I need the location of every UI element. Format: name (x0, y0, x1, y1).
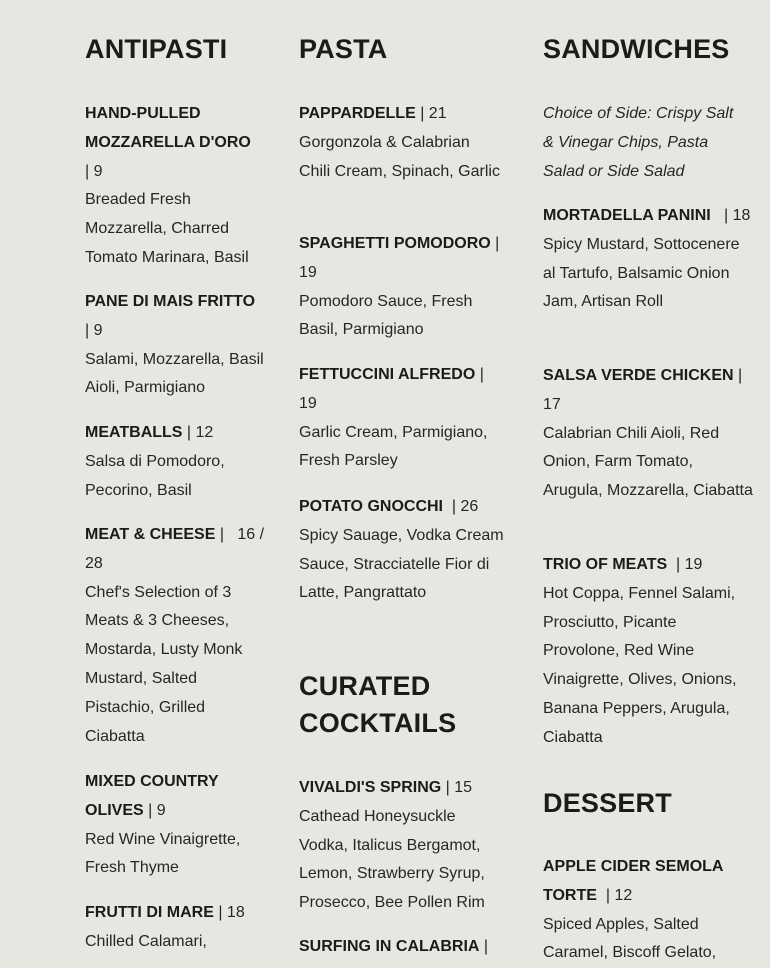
menu-item-surfing-in-calabria (299, 933, 504, 962)
side-choice-note: Choice of Side: Crispy Salt & Vinegar Chips, Pasta Salad or Side Salad (543, 105, 734, 180)
item-description: Salsa di Pomodoro, Pecorino, Basil (85, 452, 225, 499)
menu-item-potato-gnocchi (299, 493, 504, 608)
item-name: POTATO GNOCCHI (299, 498, 443, 515)
section-title-pasta: PASTA (299, 34, 388, 64)
item-price: | 17 (543, 367, 743, 413)
item-name: PANE DI MAIS FRITTO (85, 293, 256, 310)
item-price: | 15 (445, 779, 473, 796)
item-price: | (483, 938, 489, 955)
item-name: PAPPARDELLE (299, 105, 416, 122)
item-name: FRUTTI DI MARE (85, 904, 214, 921)
item-name: MIXED COUNTRY OLIVES (85, 773, 219, 819)
item-price: | 12 (601, 886, 633, 904)
item-price: | 19 (299, 235, 500, 281)
menu-item-pane-di-mais (85, 288, 265, 403)
item-name: MEAT & CHEESE (85, 526, 216, 543)
item-price: | 21 (420, 105, 447, 122)
item-price: | 19 (671, 556, 703, 573)
item-name: FETTUCCINI ALFREDO (299, 366, 476, 383)
section-title-sandwiches: SANDWICHES (543, 34, 730, 64)
item-description: Hot Coppa, Fennel Salami, Prosciutto, Picante Provolone, Red Wine Vinaigrette, Olives, Onions, Banana Peppers, Arugula, Ciabatta (543, 584, 737, 746)
section-title-antipasti: ANTIPASTI (85, 34, 228, 64)
menu-item-olives (85, 768, 265, 883)
item-description: Spicy Sauage, Vodka Cream Sauce, Stracciatelle Fior di Latte, Pangrattato (299, 526, 504, 602)
item-name: TRIO OF MEATS (543, 556, 668, 573)
item-description: Spicy Mustard, Sottocenere al Tartufo, Balsamic Onion Jam, Artisan Roll (543, 235, 740, 311)
item-name: SPAGHETTI POMODORO (299, 235, 491, 252)
item-description: Calabrian Chili Aioli, Red Onion, Farm Tomato, Arugula, Mozzarella, Ciabatta (543, 424, 753, 500)
item-description: Pomodoro Sauce, Fresh Basil, Parmigiano (299, 292, 473, 339)
menu-item-pappardelle (299, 100, 504, 186)
item-name: VIVALDI'S SPRING (299, 779, 442, 796)
item-name: MORTADELLA PANINI (543, 207, 711, 224)
section-title-dessert: DESSERT (543, 788, 672, 818)
menu-item-trio-of-meats (543, 551, 753, 753)
item-price: | 16 / 28 (85, 526, 269, 572)
item-price: | 19 (299, 366, 484, 412)
item-description: Red Wine Vinaigrette, Fresh Thyme (85, 830, 241, 877)
item-name: MEATBALLS (85, 424, 183, 441)
item-description: Garlic Cream, Parmigiano, Fresh Parsley (299, 423, 488, 470)
item-name: APPLE CIDER SEMOLA TORTE (543, 858, 723, 904)
menu-item-fettuccini-alfredo (299, 361, 504, 476)
menu-item-vivaldis-spring (299, 774, 504, 918)
item-description: Chef's Selection of 3 Meats & 3 Cheeses, Mostarda, Lusty Monk Mustard, Salted Pistachio, Grilled Ciabatta (85, 583, 243, 745)
item-price: | 9 (85, 321, 103, 339)
item-name: SALSA VERDE CHICKEN (543, 367, 734, 384)
menu-item-apple-cider-semola-torte (543, 853, 753, 968)
item-description: Breaded Fresh Mozzarella, Charred Tomato Marinara, Basil (85, 191, 249, 266)
menu-item-mortadella-panini (543, 202, 753, 317)
menu-item-meatballs (85, 419, 265, 505)
item-price: | 26 (447, 498, 479, 515)
item-name: SURFING IN CALABRIA (299, 938, 480, 955)
menu-item-frutti-di-mare (85, 899, 265, 957)
menu-item-meat-and-cheese (85, 521, 269, 751)
section-title-curated-cocktails: CURATED COCKTAILS (299, 671, 457, 738)
menu-item-mozzarella (85, 100, 265, 273)
item-description: Spiced Apples, Salted Caramel, Biscoff Gelato, (543, 915, 717, 962)
item-description: Chilled Calamari, (85, 932, 207, 950)
item-price: | 9 (85, 162, 103, 180)
item-description: Gorgonzola & Calabrian Chili Cream, Spinach, Garlic (299, 133, 500, 180)
menu-item-spaghetti-pomodoro (299, 230, 504, 345)
item-price: | 18 (218, 904, 245, 921)
item-description: Cathead Honeysuckle Vodka, Italicus Bergamot, Lemon, Strawberry Syrup, Prosecco, Bee Pollen Rim (299, 807, 485, 912)
item-price: | 18 (715, 207, 751, 224)
item-price: | 12 (186, 424, 214, 441)
item-description: Salami, Mozzarella, Basil Aioli, Parmigiano (85, 350, 264, 397)
menu-item-salsa-verde-chicken (543, 362, 753, 506)
item-price: | 9 (148, 801, 166, 819)
item-name: HAND-PULLED MOZZARELLA D'ORO (85, 105, 251, 151)
